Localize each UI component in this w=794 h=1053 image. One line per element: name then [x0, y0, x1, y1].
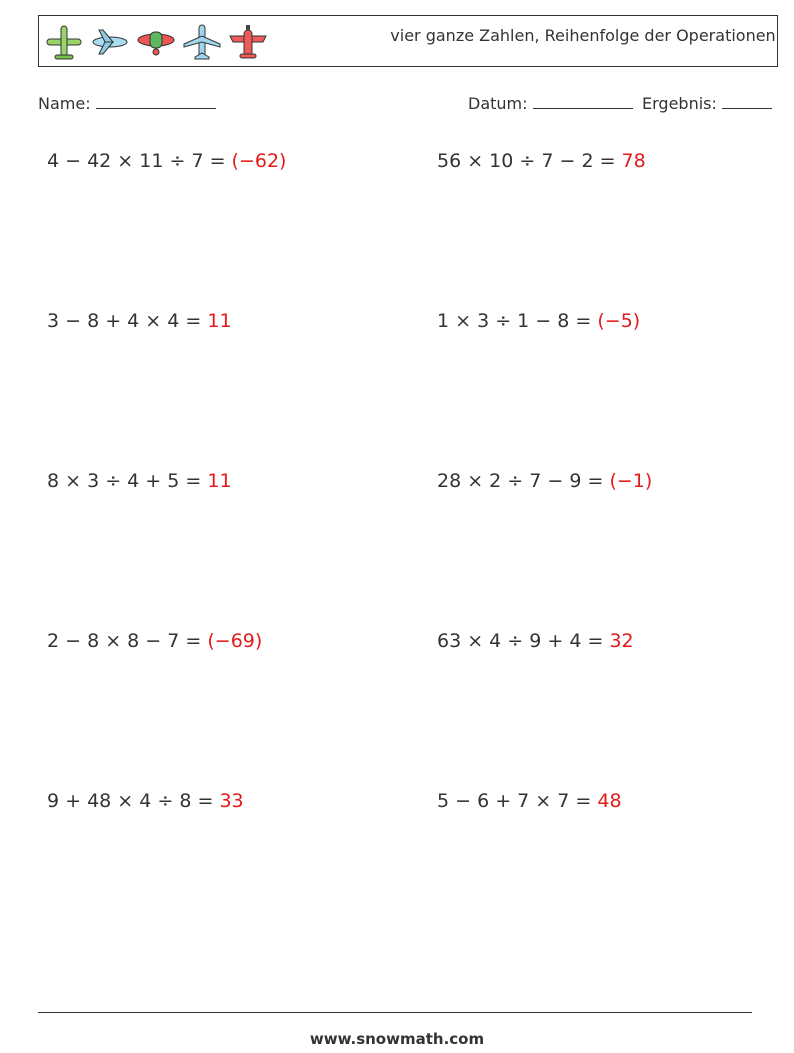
problem-expression: 56 × 10 ÷ 7 − 2 = — [437, 150, 622, 172]
name-blank[interactable] — [96, 94, 216, 109]
result-blank[interactable] — [722, 94, 772, 109]
problem — [47, 150, 286, 172]
result-label: Ergebnis: — [642, 94, 717, 113]
problem-expression: 8 × 3 ÷ 4 + 5 = — [47, 470, 208, 492]
blue-airliner-icon — [181, 22, 223, 62]
problem-expression: 63 × 4 ÷ 9 + 4 = — [437, 630, 610, 652]
problem-answer: (−62) — [231, 150, 287, 172]
problem-answer: 11 — [207, 310, 232, 332]
problem-answer: 32 — [609, 630, 634, 652]
problem — [437, 630, 634, 652]
problem — [437, 790, 622, 812]
problem-expression: 2 − 8 × 8 − 7 = — [47, 630, 208, 652]
problem — [437, 470, 652, 492]
footer-divider — [38, 1012, 752, 1013]
problem — [47, 310, 232, 332]
red-airplane-icon — [227, 22, 269, 62]
problem-expression: 1 × 3 ÷ 1 − 8 = — [437, 310, 598, 332]
problem-answer: 48 — [597, 790, 622, 812]
problem-answer: (−5) — [597, 310, 641, 332]
problem-expression: 4 − 42 × 11 ÷ 7 = — [47, 150, 232, 172]
date-label: Datum: — [468, 94, 528, 113]
red-propeller-plane-icon — [135, 22, 177, 62]
problem-answer: 78 — [621, 150, 646, 172]
icon-strip — [43, 22, 269, 62]
green-airplane-icon — [43, 22, 85, 62]
header-box — [38, 15, 778, 67]
name-label: Name: — [38, 94, 91, 113]
name-field[interactable] — [38, 94, 216, 113]
problem — [437, 310, 640, 332]
problem-answer: 11 — [207, 470, 232, 492]
result-field[interactable] — [642, 94, 772, 113]
date-blank[interactable] — [533, 94, 633, 109]
problem — [437, 150, 646, 172]
worksheet-title: vier ganze Zahlen, Reihenfolge der Operationen — [390, 26, 776, 45]
date-field[interactable] — [468, 94, 633, 113]
blue-jet-icon — [89, 22, 131, 62]
problem — [47, 630, 262, 652]
problem-answer: 33 — [219, 790, 244, 812]
problem — [47, 470, 232, 492]
problem-expression: 28 × 2 ÷ 7 − 9 = — [437, 470, 610, 492]
footer-url[interactable]: www.snowmath.com — [309, 1030, 485, 1048]
problem-expression: 9 + 48 × 4 ÷ 8 = — [47, 790, 220, 812]
problem-expression: 3 − 8 + 4 × 4 = — [47, 310, 208, 332]
problem — [47, 790, 244, 812]
problem-expression: 5 − 6 + 7 × 7 = — [437, 790, 598, 812]
problem-answer: (−69) — [207, 630, 263, 652]
problem-answer: (−1) — [609, 470, 653, 492]
